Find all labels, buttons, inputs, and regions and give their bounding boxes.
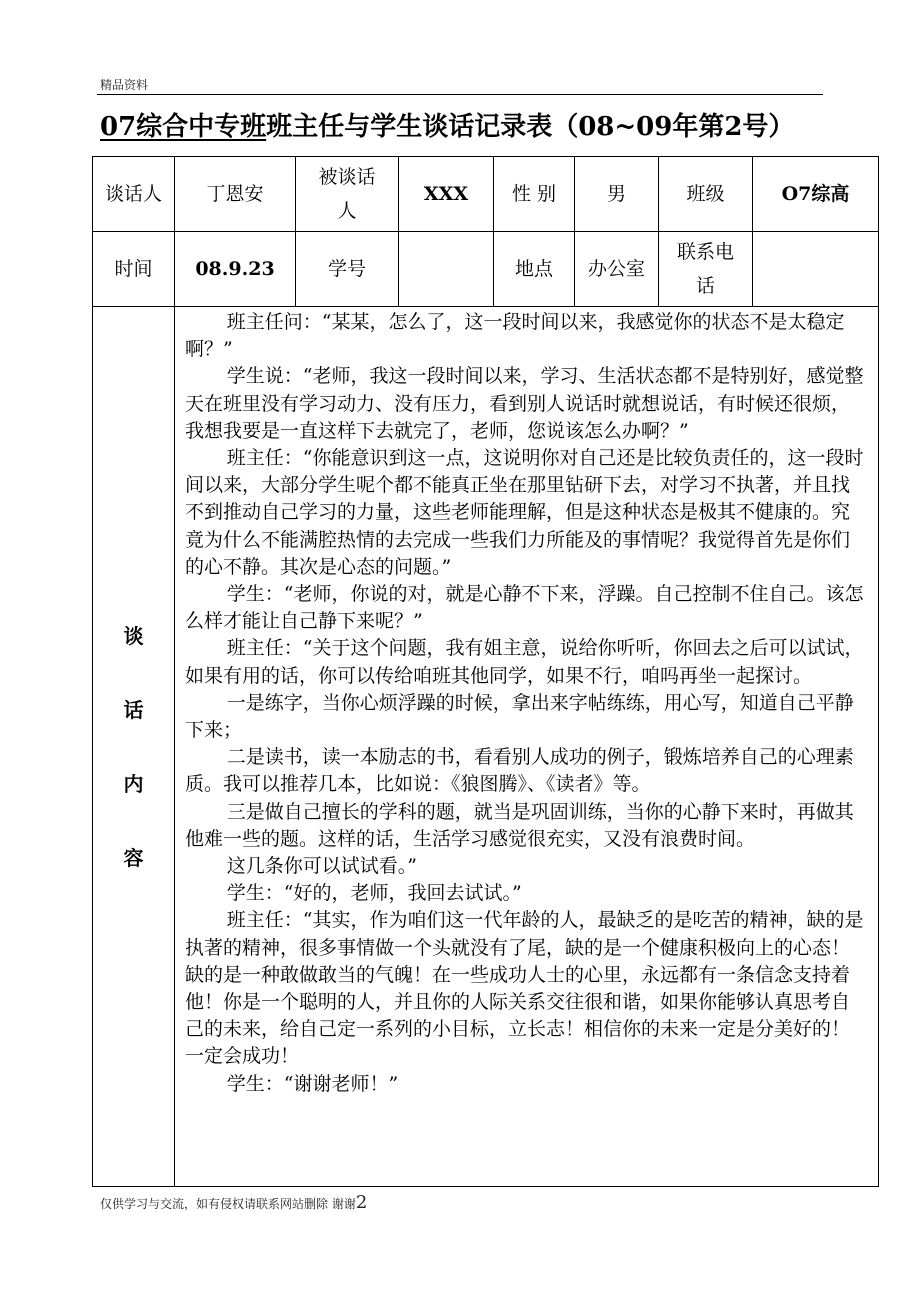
place-label: 地点 (494, 232, 575, 307)
interviewee-label: 被谈话人 (296, 157, 399, 232)
class-label: 班级 (659, 157, 753, 232)
conversation-paragraph: 学生：“老师，你说的对，就是心静不下来，浮躁。自己控制不住自己。该怎么样才能让自己静下来呢？” (185, 583, 864, 633)
conversation-paragraph: 学生说：“老师，我这一段时间以来，学习、生活状态都不是特别好，感觉整天在班里没有学习动力、没有压力，看到别人说话时就想说话，有时候还很烦，我想我要是一直这样下去就完了，老师，您说该怎么办啊？” (185, 365, 864, 442)
content-row (93, 307, 879, 1187)
student-id-label: 学号 (296, 232, 399, 307)
info-row-2 (93, 232, 879, 307)
record-table (92, 156, 879, 1187)
title-class-name: 07综合中专班 (100, 112, 267, 142)
conversation-paragraph: 二是读书，读一本励志的书，看看别人成功的例子，锻炼培养自己的心理素质。我可以推荐几本，比如说：《狼图腾》、《读者》等。 (185, 746, 854, 796)
content-label (93, 307, 175, 1187)
content-label-char: 容 (123, 845, 144, 870)
header-rule (97, 94, 823, 95)
interviewee-value: XXX (399, 157, 494, 232)
info-row-1 (93, 157, 879, 232)
conversation-paragraph: 班主任：“你能意识到这一点，这说明你对自己还是比较负责任的，这一段时间以来，大部分学生呢个都不能真正坐在那里钻研下去，对学习不执著，并且找不到推动自己学习的力量，这些老师能理解，但是这种状态是极其不健康的。究竟为什么不能满腔热情的去完成一些我们力所能及的事情呢？我觉得首先是你们的心不静。其次是心态的问题。” (185, 447, 864, 578)
talker-label: 谈话人 (93, 157, 175, 232)
phone-label: 联系电话 (659, 232, 753, 307)
title-rest: 班主任与学生谈话记录表（08~09年第2号） (266, 112, 795, 142)
class-value: O7综高 (753, 157, 879, 232)
content-label-char: 内 (123, 771, 144, 796)
gender-label: 性 别 (494, 157, 575, 232)
footer-text: 仅供学习与交流，如有侵权请联系网站删除 谢谢 (100, 1197, 356, 1211)
place-value: 办公室 (575, 232, 659, 307)
student-id-value (399, 232, 494, 307)
conversation-paragraph: 三是做自己擅长的学科的题，就当是巩固训练，当你的心静下来时，再做其他难一些的题。这样的话，生活学习感觉很充实，又没有浪费时间。 (185, 800, 854, 850)
conversation-content (175, 307, 879, 1187)
conversation-paragraph: 学生：“谢谢老师！” (226, 1072, 399, 1095)
phone-value (753, 232, 879, 307)
conversation-paragraph: 班主任：“其实，作为咱们这一代年龄的人，最缺乏的是吃苦的精神，缺的是执著的精神，很多事情做一个头就没有了尾，缺的是一个健康积极向上的心态！缺的是一种敢做敢当的气魄！在一些成功人士的心里，永远都有一条信念支持着他！你是一个聪明的人，并且你的人际关系交往很和谐，如果你能够认真思考自己的未来，给自己定一系列的小目标，立长志！相信你的未来一定是分美好的！一定会成功！ (185, 909, 864, 1068)
header-note: 精品资料 (100, 78, 149, 92)
conversation-paragraph: 一是练字，当你心烦浮躁的时候，拿出来字帖练练，用心写，知道自己平静下来； (185, 691, 854, 742)
content-label-char: 话 (123, 697, 144, 722)
page-number: 2 (355, 1192, 368, 1213)
conversation-paragraph: 这几条你可以试试看。” (226, 855, 418, 878)
conversation-paragraph: 班主任：“关于这个问题，我有姐主意，说给你听听，你回去之后可以试试，如果有用的话，你可以传给咱班其他同学，如果不行，咱吗再坐一起探讨。 (185, 637, 864, 687)
conversation-paragraph: 学生：“好的，老师，我回去试试。” (226, 882, 522, 905)
page-title (100, 106, 794, 143)
talker-value: 丁恩安 (175, 157, 296, 232)
content-label-char: 谈 (123, 623, 144, 648)
footer-note (100, 1192, 367, 1213)
gender-value: 男 (575, 157, 659, 232)
conversation-paragraph: 班主任问：“某某，怎么了，这一段时间以来，我感觉你的状态不是太稳定啊？” (185, 311, 845, 361)
time-value: 08.9.23 (175, 232, 296, 307)
time-label: 时间 (93, 232, 175, 307)
